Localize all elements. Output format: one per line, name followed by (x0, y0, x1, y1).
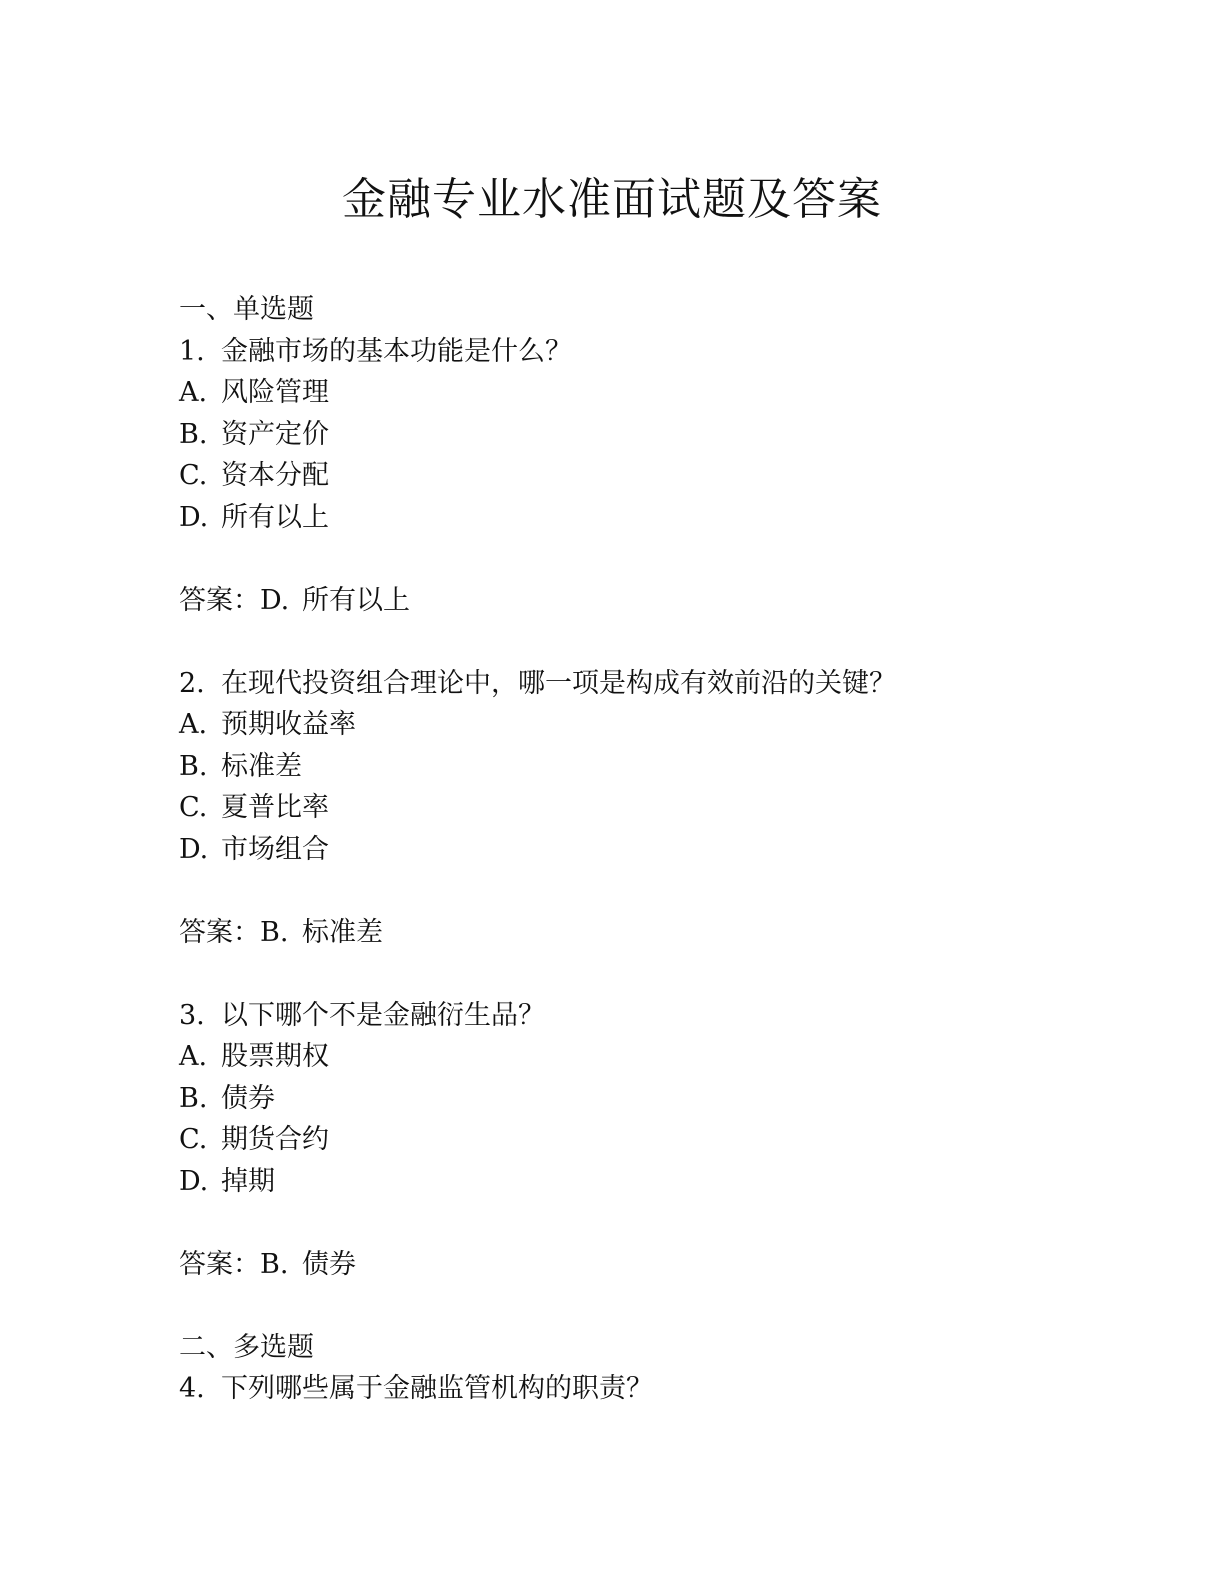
spacer (179, 870, 1079, 912)
option-text: 风险管理 (221, 377, 329, 408)
question-4 (179, 1368, 1079, 1410)
option-text: 掉期 (221, 1165, 275, 1197)
question-3-option-b (179, 1078, 1079, 1120)
question-1-answer (179, 580, 1079, 622)
option-text: 市场组合 (221, 833, 329, 865)
question-3 (179, 995, 1079, 1037)
answer-text: 债券 (302, 1248, 356, 1280)
question-2-option-d (179, 829, 1079, 871)
question-3-option-a (179, 1036, 1079, 1078)
question-text: 下列哪些属于金融监管机构的职责？ (221, 1373, 653, 1404)
question-number: 2. (179, 667, 205, 699)
answer-label: 答案： (179, 1248, 260, 1280)
option-text: 夏普比率 (221, 792, 329, 823)
answer-letter: B. (260, 916, 289, 948)
option-letter: B. (179, 1082, 208, 1114)
option-text: 债券 (221, 1082, 275, 1114)
document-body (179, 289, 1079, 1410)
question-number: 1. (179, 335, 205, 367)
option-text: 期货合约 (221, 1124, 329, 1155)
section-heading-single-choice: 一、单选题 (179, 294, 314, 325)
answer-label: 答案： (179, 584, 260, 616)
question-number: 3. (179, 999, 205, 1031)
question-text: 以下哪个不是金融衍生品？ (221, 999, 545, 1031)
option-text: 所有以上 (221, 501, 329, 533)
option-letter: A. (179, 709, 208, 740)
option-letter: A. (179, 377, 208, 408)
answer-letter: B. (260, 1248, 289, 1280)
option-text: 资产定价 (221, 418, 329, 450)
option-letter: B. (179, 750, 208, 782)
question-3-option-c (179, 1119, 1079, 1161)
spacer (179, 1285, 1079, 1327)
question-2-option-a (179, 704, 1079, 746)
option-letter: B. (179, 418, 208, 450)
spacer (179, 621, 1079, 663)
section-heading-multiple-choice: 二、多选题 (179, 1331, 314, 1363)
question-1 (179, 331, 1079, 373)
question-2-option-c (179, 787, 1079, 829)
option-text: 预期收益率 (221, 709, 356, 740)
spacer (179, 538, 1079, 580)
question-number: 4. (179, 1373, 205, 1404)
answer-text: 标准差 (302, 916, 383, 948)
question-3-option-d (179, 1161, 1079, 1203)
option-letter: A. (179, 1041, 208, 1072)
answer-letter: D. (260, 584, 290, 616)
question-1-option-d (179, 497, 1079, 539)
option-letter: C. (179, 792, 208, 823)
option-letter: C. (179, 1124, 208, 1155)
spacer (179, 953, 1079, 995)
question-2-answer (179, 912, 1079, 954)
question-2-option-b (179, 746, 1079, 788)
option-letter: C. (179, 460, 208, 491)
question-3-answer (179, 1244, 1079, 1286)
answer-label: 答案： (179, 916, 260, 948)
question-1-option-b (179, 414, 1079, 456)
answer-text: 所有以上 (302, 584, 410, 616)
option-text: 标准差 (221, 750, 302, 782)
question-1-option-a (179, 372, 1079, 414)
option-text: 资本分配 (221, 460, 329, 491)
question-text: 在现代投资组合理论中，哪一项是构成有效前沿的关键？ (221, 667, 896, 699)
option-text: 股票期权 (221, 1041, 329, 1072)
page-title: 金融专业水准面试题及答案 (342, 174, 882, 225)
question-1-option-c (179, 455, 1079, 497)
question-2 (179, 663, 1079, 705)
spacer (179, 1202, 1079, 1244)
question-text: 金融市场的基本功能是什么？ (221, 335, 572, 367)
option-letter: D. (179, 833, 209, 865)
option-letter: D. (179, 501, 209, 533)
option-letter: D. (179, 1165, 209, 1197)
